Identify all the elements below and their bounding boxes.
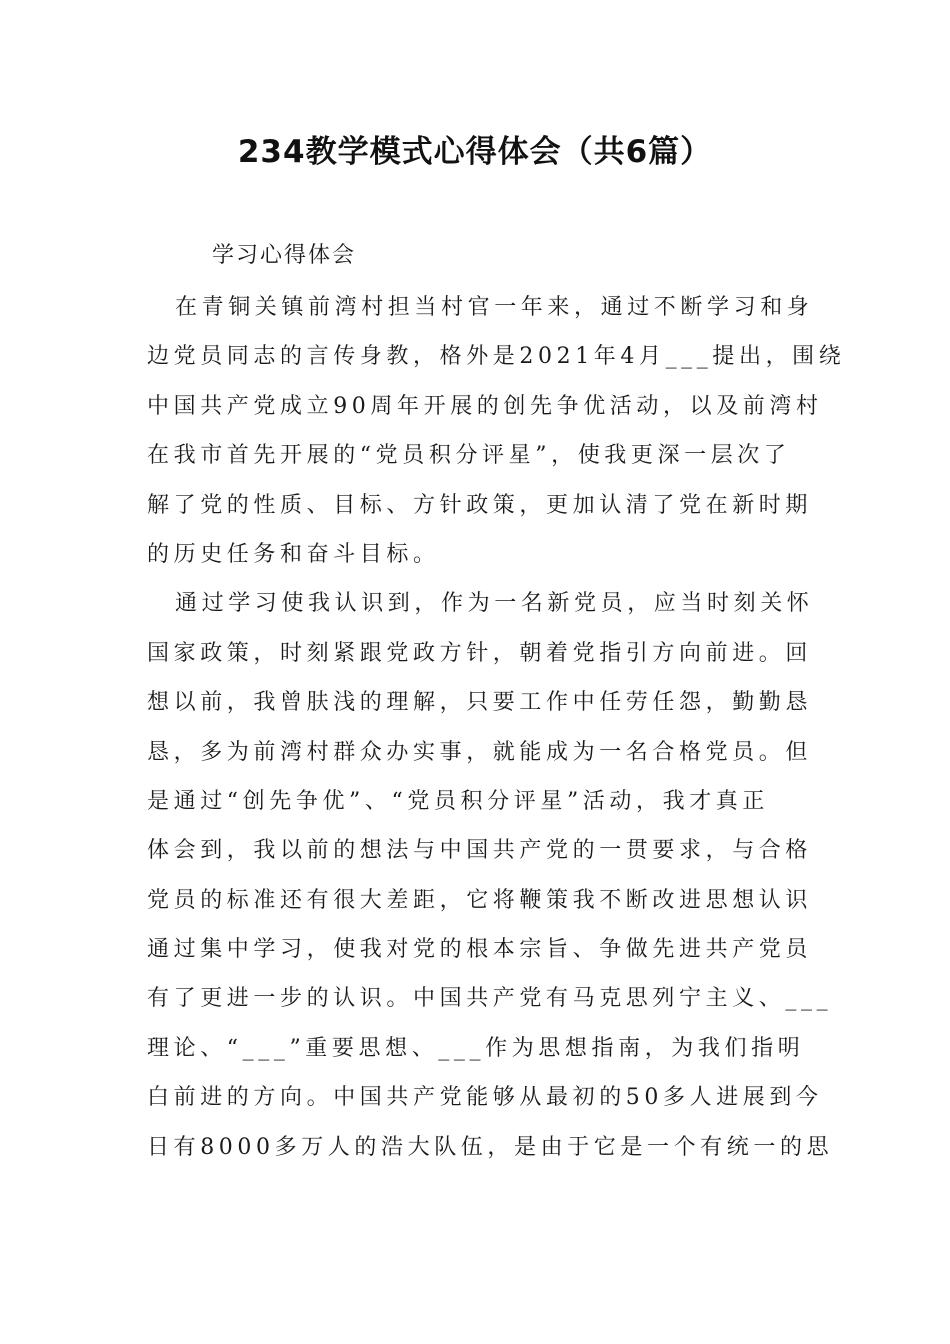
text-line: 在青铜关镇前湾村担当村官一年来，通过不断学习和身 [175, 295, 814, 320]
body-text [147, 283, 846, 1172]
section-heading: 学习心得体会 [212, 243, 357, 268]
text-line: 是通过“创先争优”、“党员积分评星”活动，我才真正 [147, 788, 769, 814]
text-line: 有了更进一步的认识。中国共产党有马克思列宁主义、___ [147, 986, 833, 1012]
text-line: 想以前，我曾肤浅的理解，只要工作中任劳任怨，勤勤恳 [147, 690, 813, 716]
text-line: 国家政策，时刻紧跟党政方针，朝着党指引方向前进。回 [147, 640, 813, 666]
text-line: 体会到，我以前的想法与中国共产党的一贯要求，与合格 [147, 838, 813, 864]
text-line: 边党员同志的言传身教，格外是2021年4月___提出，围绕 [147, 344, 846, 370]
text-line: 通过集中学习，使我对党的根本宗旨、争做先进共产党员 [147, 937, 813, 963]
text-line: 党员的标准还有很大差距，它将鞭策我不断改进思想认识 [147, 887, 813, 913]
text-line: 的历史任务和奋斗目标。 [147, 541, 440, 567]
document-title: 234教学模式心得体会（共6篇） [237, 134, 713, 170]
text-line: 日有8000多万人的浩大队伍，是由于它是一个有统一的思 [147, 1134, 834, 1160]
text-line: 通过学习使我认识到，作为一名新党员，应当时刻关怀 [175, 591, 814, 617]
text-line: 恳，多为前湾村群众办实事，就能成为一名合格党员。但 [147, 739, 813, 765]
text-line: 在我市首先开展的“党员积分评星”，使我更深一层次了 [147, 443, 791, 469]
text-line: 解了党的性质、目标、方针政策，更加认清了党在新时期 [147, 492, 813, 518]
text-line: 白前进的方向。中国共产党能够从最初的50多人进展到今 [147, 1085, 823, 1111]
text-line: 中国共产党成立90周年开展的创先争优活动，以及前湾村 [147, 393, 823, 419]
text-line: 理论、“___”重要思想、___作为思想指南，为我们指明 [147, 1035, 805, 1061]
